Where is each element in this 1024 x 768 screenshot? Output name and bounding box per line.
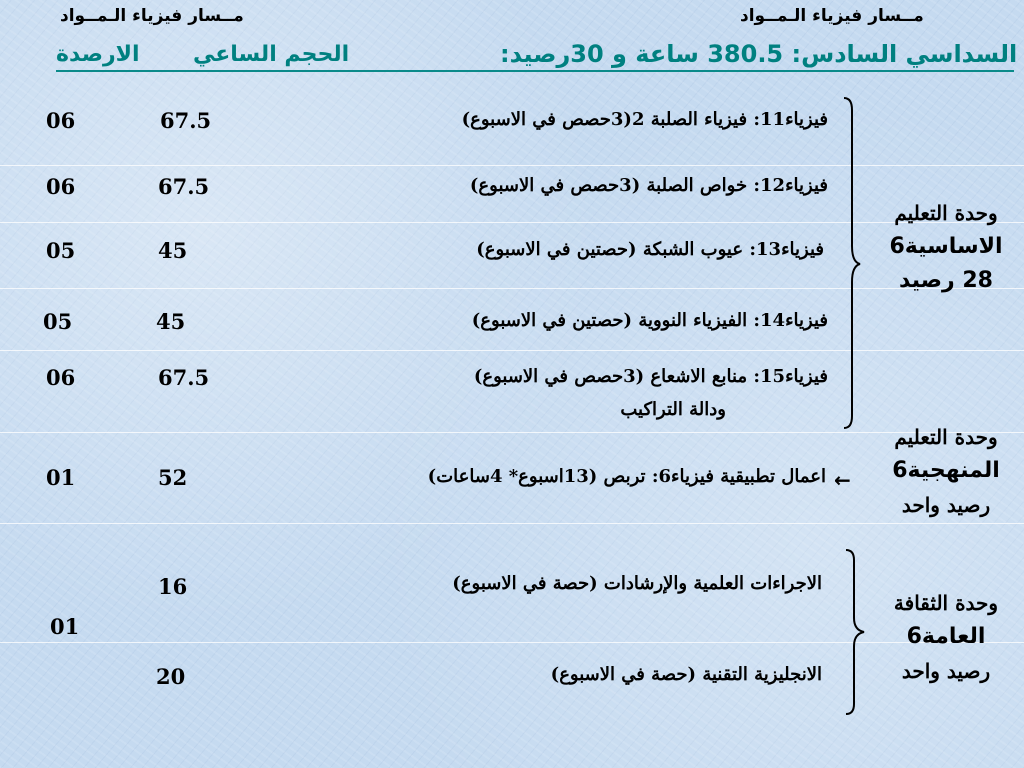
unit-code: العامة6 <box>906 624 986 649</box>
course-credits: 06 <box>46 174 76 199</box>
course-title: الاجراءات العلمية والإرشادات (حصة في الاسبوع) <box>452 573 822 594</box>
course-hours: 16 <box>158 574 188 599</box>
unit-code: المنهجية6 <box>892 458 1000 483</box>
course-hours: 20 <box>156 664 186 689</box>
unit-credits-value: 01 <box>50 614 80 639</box>
course-credits: 06 <box>46 108 76 133</box>
unit-name: وحدة التعليم <box>894 201 998 225</box>
brace-general-culture <box>836 548 868 716</box>
track-title-right: مــسار فيزياء الـمــواد <box>740 6 924 26</box>
course-credits: 05 <box>43 309 73 334</box>
course-credits: 05 <box>46 238 76 263</box>
course-title: الانجليزية التقنية (حصة في الاسبوع) <box>550 664 822 685</box>
header-underline <box>56 70 1014 72</box>
track-title-left: مــسار فيزياء الـمــواد <box>60 6 244 26</box>
row-divider <box>0 350 1024 351</box>
course-credits: 01 <box>46 465 76 490</box>
semester-summary: السداسي السادس: 380.5 ساعة و 30رصيد: <box>500 40 1018 68</box>
course-credits: 06 <box>46 365 76 390</box>
course-title: فيزياء11: فيزياء الصلبة 2(3حصص في الاسبوع) <box>461 109 828 130</box>
course-hours: 45 <box>156 309 186 334</box>
brace-fundamental <box>832 96 864 432</box>
unit-name: وحدة التعليم <box>894 425 998 449</box>
unit-credits: 28 رصيد <box>899 268 993 293</box>
course-title: فيزياء12: خواص الصلبة (3حصص في الاسبوع) <box>469 175 828 196</box>
unit-code: الاساسية6 <box>889 234 1003 259</box>
course-hours: 67.5 <box>158 174 210 199</box>
course-title: اعمال تطبيقية فيزياء6: تربص (13اسبوع* 4ساعات) <box>427 466 826 487</box>
row-divider <box>0 523 1024 524</box>
course-title: فيزياء13: عيوب الشبكة (حصتين في الاسبوع) <box>476 239 824 260</box>
unit-credits: رصيد واحد <box>901 659 991 683</box>
course-title: فيزياء14: الفيزياء النووية (حصتين في الاسبوع) <box>471 310 828 331</box>
unit-methodology <box>866 420 1024 522</box>
course-hours: 67.5 <box>160 108 212 133</box>
course-hours: 52 <box>158 465 188 490</box>
course-hours: 67.5 <box>158 365 210 390</box>
hours-column-label: الحجم الساعي <box>193 42 350 67</box>
unit-fundamental <box>866 196 1024 298</box>
course-title: فيزياء15: منابع الاشعاع (3حصص في الاسبوع) <box>473 366 828 387</box>
arrow-icon: ← <box>834 468 851 492</box>
course-hours: 45 <box>158 238 188 263</box>
unit-credits: رصيد واحد <box>901 493 991 517</box>
unit-name: وحدة الثقافة <box>893 591 999 615</box>
row-divider <box>0 165 1024 166</box>
unit-general-culture <box>866 586 1024 688</box>
credits-column-label: الارصدة <box>56 42 140 67</box>
course-title-continued: ودالة التراكيب <box>620 399 726 420</box>
